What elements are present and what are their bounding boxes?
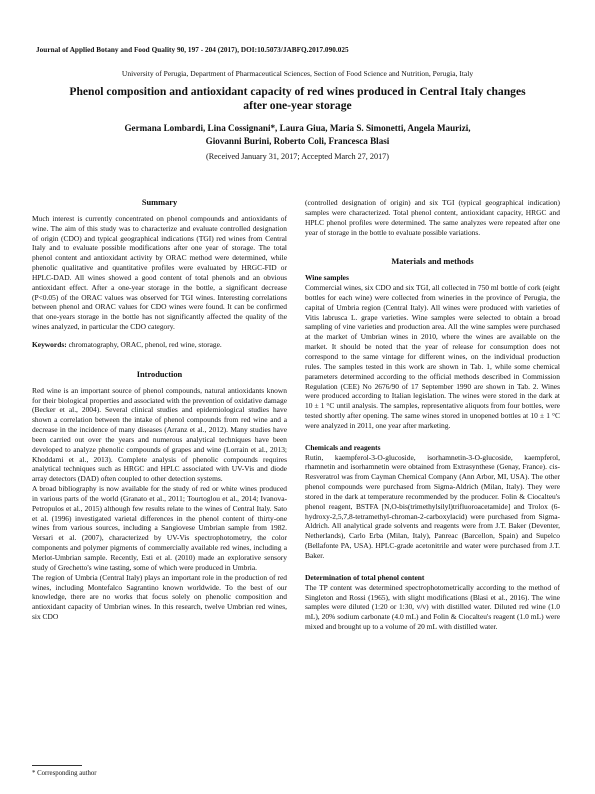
affiliation: University of Perugia, Department of Pharmaceutical Sciences, Section of Food Science and Nutrition, Perugia, Italy: [121, 69, 474, 78]
left-column: [32, 198, 287, 622]
authors-line-2: Giovanni Burini, Roberto Coli, Francesca Blasi: [205, 135, 390, 146]
wine-samples-heading: Wine samples: [305, 273, 349, 283]
total-phenol-heading: Determination of total phenol content: [305, 572, 425, 582]
wine-samples-text: Commercial wines, six CDO and six TGI, all collected in 750 ml bottle of cork (eight bottles for each wine) were collected from wineries in the province of Perugia, the capital of Umbria region (Central Italy). All wines were produced with varieties of Vitis labrusca L. grape varieties. Wine samples were selected to obtain a broad sampling of vine varieties and production area. All the wine samples were purchased at the market of Umbrian wines in 2010, where the wines are available on the market. It should be noted that the year of release for consumption does not correspond to the same vintage for different wines, on the individual production rules. The samples tested in this work are shown in Tab. 1, while some chemical parameters determined according to the official methods described in Commission Regulation (CEE) No 2676/90 of 17 September 1990 are shown in Tab. 2. Wines were produced according to Italian legislation. The wines were stored in the dark at 10 ± 1 °C until analysis. The samples, representative aliquots from four bottles, were tested shortly after opening. The same wines stored in unopened bottles at 10 ± 1 °C were analyzed in 2011, one year after marketing.: [305, 283, 560, 430]
introduction-paragraph-3: The region of Umbria (Central Italy) plays an important role in the production of red wines, including Montefalco Sagrantino known worldwide. To the best of our knowledge, there are no works that focus solely on phenolic composition and antioxidant capacity of Umbrian wines. In this research, twelve Umbrian red wines, six CDO: [32, 572, 287, 622]
keywords-text: chromatography, ORAC, phenol, red wine, storage.: [66, 339, 222, 349]
materials-heading: Materials and methods: [391, 257, 474, 267]
paper-title: Phenol composition and antioxidant capacity of red wines produced in Central Italy changes after one-year storage: [69, 85, 526, 112]
introduction-heading: Introduction: [136, 369, 183, 379]
footnote: * Corresponding author: [32, 770, 97, 777]
introduction-paragraph-1: Red wine is an important source of phenol compounds, natural antioxidants known for their biological properties and associated with the prevention of oxidative damage (Becker et al., 2004). Several clinical studies and epidemiological studies have shown a correlation between the intake of phenol compounds from red wine and a decrease in the incidence of many diseases (Arranz et al., 2012). Many studies have been carried out over the years and numerous analytical techniques have been developed to analyze phenolic compounds of grapes and wine (Lorrain et al., 2013; Khoddami et al., 2013). Complete analysis of phenolic compounds requires analytical techniques such as HRGC and HPLC associated with UV-Vis and diode array detectors (DAD) often coupled to other detection systems.: [32, 385, 287, 484]
received-dates: (Received January 31, 2017; Accepted March 27, 2017): [205, 152, 390, 161]
journal-citation: Journal of Applied Botany and Food Quality 90, 197 - 204 (2017), DOI:10.5073/JABFQ.2017.090.025: [36, 46, 349, 54]
author-list: [60, 122, 535, 147]
keywords: [32, 340, 287, 350]
introduction-continued: (controlled designation of origin) and six TGI (typical geographical indication) samples were characterized. Total phenol content, antioxidant capacity, HRGC and HPLC phenol profiles were determined. The same analyzes were repeated after one year of storage in the bottle to evaluate possible variations.: [305, 198, 560, 237]
summary-text: Much interest is currently concentrated on phenol compounds and antioxidants of wine. The aim of this study was to characterize and evaluate controlled designation of origin (CDO) and typical geographical indications (TGI) red wines from Central Italy and to evaluate possible modifications after one year of storage. The total phenol content and antioxidant activity by ORAC method were determined, while phenolic qualitative and quantitative profiles were evaluated by HRGC-FID or HPLC-DAD. All wines showed a good content of total phenols and an obvious antioxidant effect. After a one-year storage in the bottle, a significant decrease (P<0.05) of the ORAC values was observed for TGI wines. Interesting correlations between phenol and ORAC values for CDO wines were found. It can be confirmed that one-years storage in the bottle has not significantly affected the quality of the wines analyzed, in particular the CDO category.: [32, 213, 287, 332]
footnote-rule: [32, 765, 82, 766]
keywords-label: Keywords:: [32, 339, 67, 349]
chemicals-heading: Chemicals and reagents: [305, 442, 381, 452]
right-column: [305, 198, 560, 632]
chemicals-text: Rutin, kaempferol-3-O-glucoside, isorhamnetin-3-O-glucoside, kaempferol, rhamnetin and isorhamnetin were obtained from Extrasynthese (Genay, France). cis-Resveratrol was from Cayman Chemical Company (Ann Arbor, MI, USA). The other phenol compounds were purchased from Sigma-Aldrich (Milan, Italy). They were stored in the dark at temperature recommended by the producer. Folin & Ciocalteu's phenol reagent, BSTFA [N,O-bis(trimethylsilyl)trifluoroacetamide] and Trolox (6-hydroxy-2,5,7,8-tetramethyl-chroman-2-carboxylacid) were purchased from Sigma-Aldrich. All analytical grade solvents and reagents were from J.T. Baker (Deventer, Netherlands), Carlo Erba (Milan, Italy), Panreac (Barcellon, Spain) and Supelco (Bellafonte PA, USA). HPLC-grade acetonitrile and water were purchased from J.T. Baker.: [305, 452, 560, 560]
summary-heading: Summary: [141, 198, 178, 207]
introduction-paragraph-2: A broad bibliography is now available for the study of red or white wines produced in various parts of the world (Granato et al., 2011; Tourtoglou et al., 2014; Ivanova-Petropulos et al., 2015) although few results relate to the wines of Central Italy. Sato et al. (1996) investigated varietal differences in the phenol content of thirty-one wines from various sources, including a Sangiovese Umbrian sample from 1982. Versari et al. (2007), characterized by UV-Vis spectrophotometry, the color components and polymer pigments of commercially available red wines, including a Merlot-Umbrian sample. Recently, Esti et al. (2010) made an explorative sensory study of Grechetto's wine tasting, some of which were produced in Umbria.: [32, 484, 287, 572]
total-phenol-text: The TP content was determined spectrophotometrically according to the method of Singleton and Rossi (1965), with slight modifications (Blasi et al., 2016). The wine samples were diluted (1:20 or 1:30, v/v) with distilled water. Diluted red wine (1.0 mL), 20% sodium carbonate (4.0 mL) and Folin & Ciocalteu's reagent (1.0 mL) were mixed and brought up to a volume of 20 mL with distilled water.: [305, 582, 560, 632]
authors-line-1: Germana Lombardi, Lina Cossignani*, Laura Giua, Maria S. Simonetti, Angela Maurizi,: [124, 123, 471, 133]
